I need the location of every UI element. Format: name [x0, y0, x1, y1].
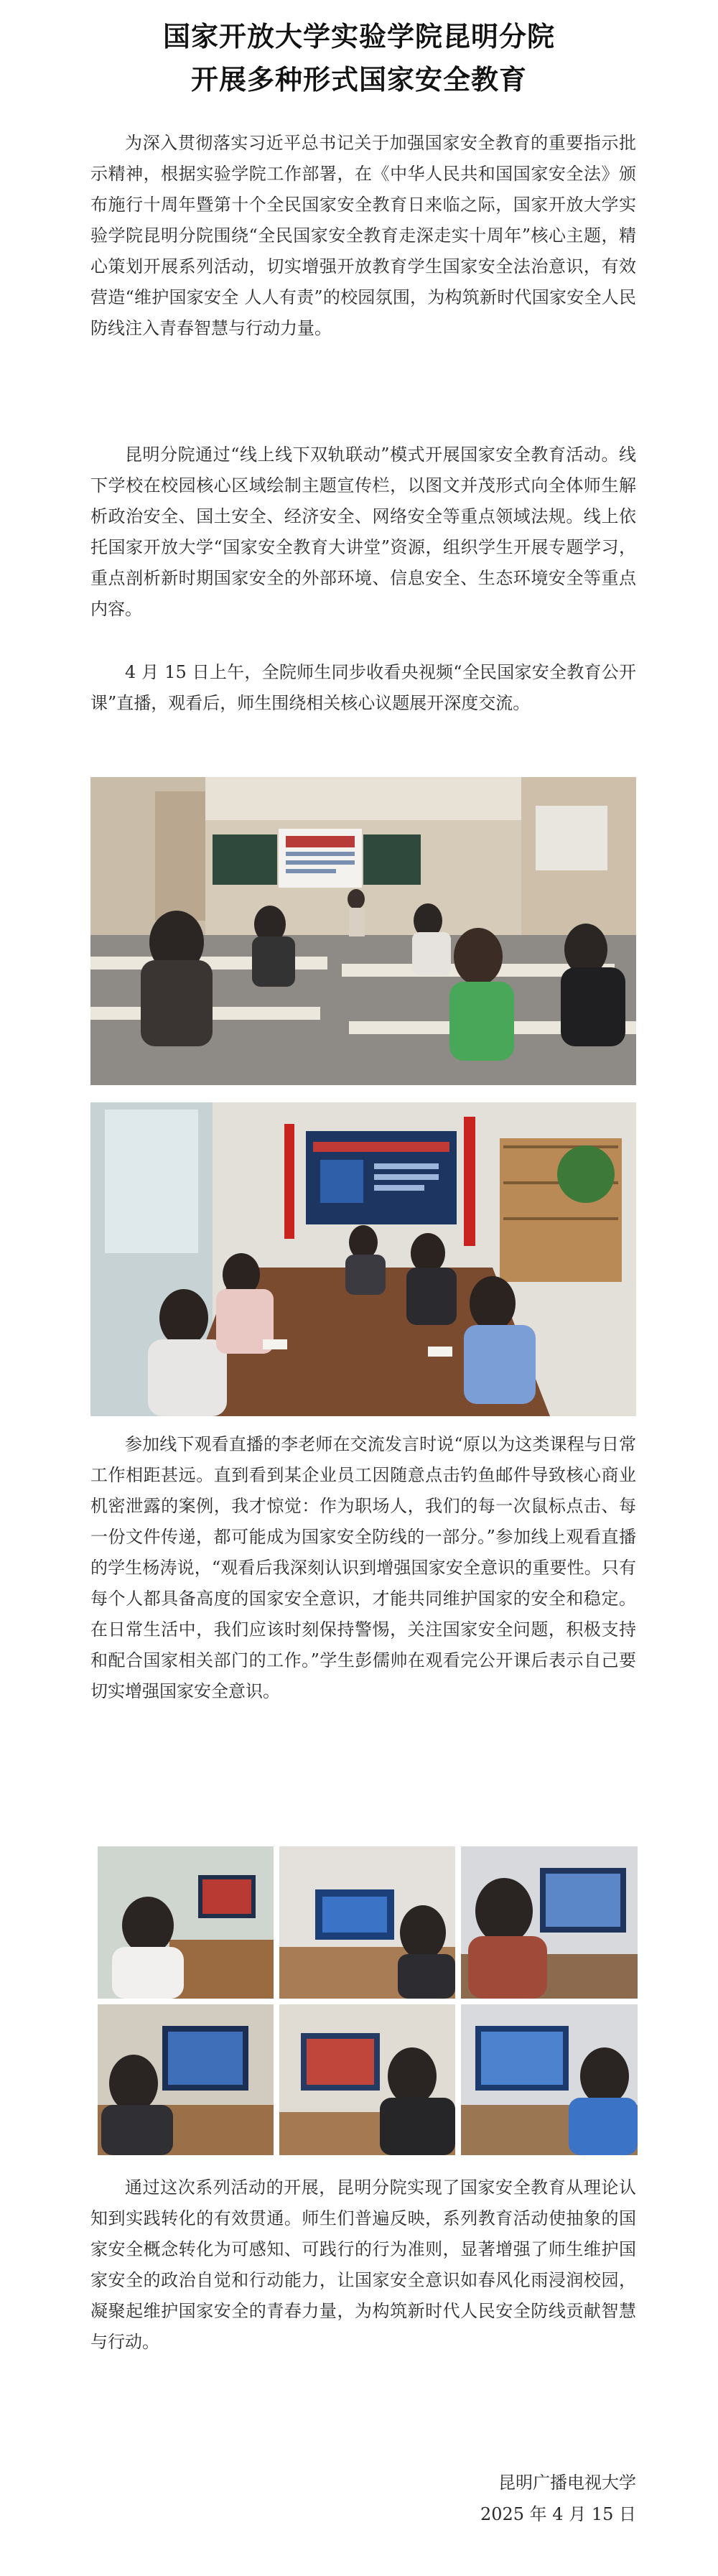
- paragraph-livestream: 4 月 15 日上午，全院师生同步收看央视频“全民国家安全教育公开课”直播，观看后，师生围绕相关核心议题展开深度交流。: [90, 662, 636, 713]
- grid-photo-6: [461, 2004, 638, 2155]
- grid-photo-3: [461, 1846, 638, 1999]
- paragraph-activities: 昆明分院通过“线上线下双轨联动”模式开展国家安全教育活动。线下学校在校园核心区域绘制主题宣传栏，以图文并茂形式向全体师生解析政治安全、国土安全、经济安全、网络安全等重点领域法规。线上依托国家开放大学“国家安全教育大讲堂”资源，组织学生开展专题学习，重点剖析新时期国家安全的外部环境、信息安全、生态环境安全等重点内容。: [90, 445, 636, 619]
- grid-photo-4-scene: [98, 2004, 274, 2155]
- grid-photo-1: [98, 1846, 274, 1999]
- classroom-scene: [90, 777, 636, 1085]
- grid-photo-4: [98, 2004, 274, 2155]
- paragraph-intro: 为深入贯彻落实习近平总书记关于加强国家安全教育的重要指示批示精神，根据实验学院工作部署，在《中华人民共和国国家安全法》颁布施行十周年暨第十个全民国家安全教育日来临之际，国家开放大学实验学院昆明分院围绕“全民国家安全教育走深走实十周年”核心主题，精心策划开展系列活动，切实增强开放教育学生国家安全法治意识，有效营造“维护国家安全 人人有责”的校园氛围，为构筑新时代国家安全人民防线注入青春智慧与行动力量。: [90, 133, 636, 338]
- grid-photo-5-scene: [279, 2004, 455, 2155]
- grid-photo-6-scene: [461, 2004, 638, 2155]
- signature-date: 2025 年 4 月 15 日: [480, 2504, 636, 2524]
- page-title-line2: 开展多种形式国家安全教育: [190, 63, 527, 96]
- grid-photo-2-scene: [279, 1846, 455, 1999]
- grid-photo-2: [279, 1846, 455, 1999]
- signature-org: 昆明广播电视大学: [498, 2473, 636, 2493]
- grid-photo-3-scene: [461, 1846, 638, 1999]
- grid-photo-5: [279, 2004, 455, 2155]
- meeting-room-photo: [90, 1102, 636, 1416]
- classroom-photo: [90, 777, 636, 1085]
- meeting-room-scene: [90, 1102, 636, 1416]
- online-study-photo-grid: [98, 1846, 638, 2155]
- grid-photo-1-scene: [98, 1846, 274, 1999]
- paragraph-conclusion: 通过这次系列活动的开展，昆明分院实现了国家安全教育从理论认知到实践转化的有效贯通。师生们普遍反映，系列教育活动使抽象的国家安全概念转化为可感知、可践行的行为准则，显著增强了师生维护国家安全的政治自觉和行动能力，让国家安全意识如春风化雨浸润校园，凝聚起维护国家安全的青春力量，为构筑新时代人民安全防线贡献智慧与行动。: [90, 2177, 636, 2352]
- paragraph-feedback: 参加线下观看直播的李老师在交流发言时说“原以为这类课程与日常工作相距甚远。直到看到某企业员工因随意点击钓鱼邮件导致核心商业机密泄露的案例，我才惊觉：作为职场人，我们的每一次鼠标点击、每一份文件传递，都可能成为国家安全防线的一部分。”参加线上观看直播的学生杨涛说，“观看后我深刻认识到增强国家安全意识的重要性。只有每个人都具备高度的国家安全意识，才能共同维护国家的安全和稳定。在日常生活中，我们应该时刻保持警惕，关注国家安全问题，积极支持和配合国家相关部门的工作。”学生彭儒帅在观看完公开课后表示自己要切实增强国家安全意识。: [90, 1434, 636, 1701]
- page-title-line1: 国家开放大学实验学院昆明分院: [162, 20, 555, 52]
